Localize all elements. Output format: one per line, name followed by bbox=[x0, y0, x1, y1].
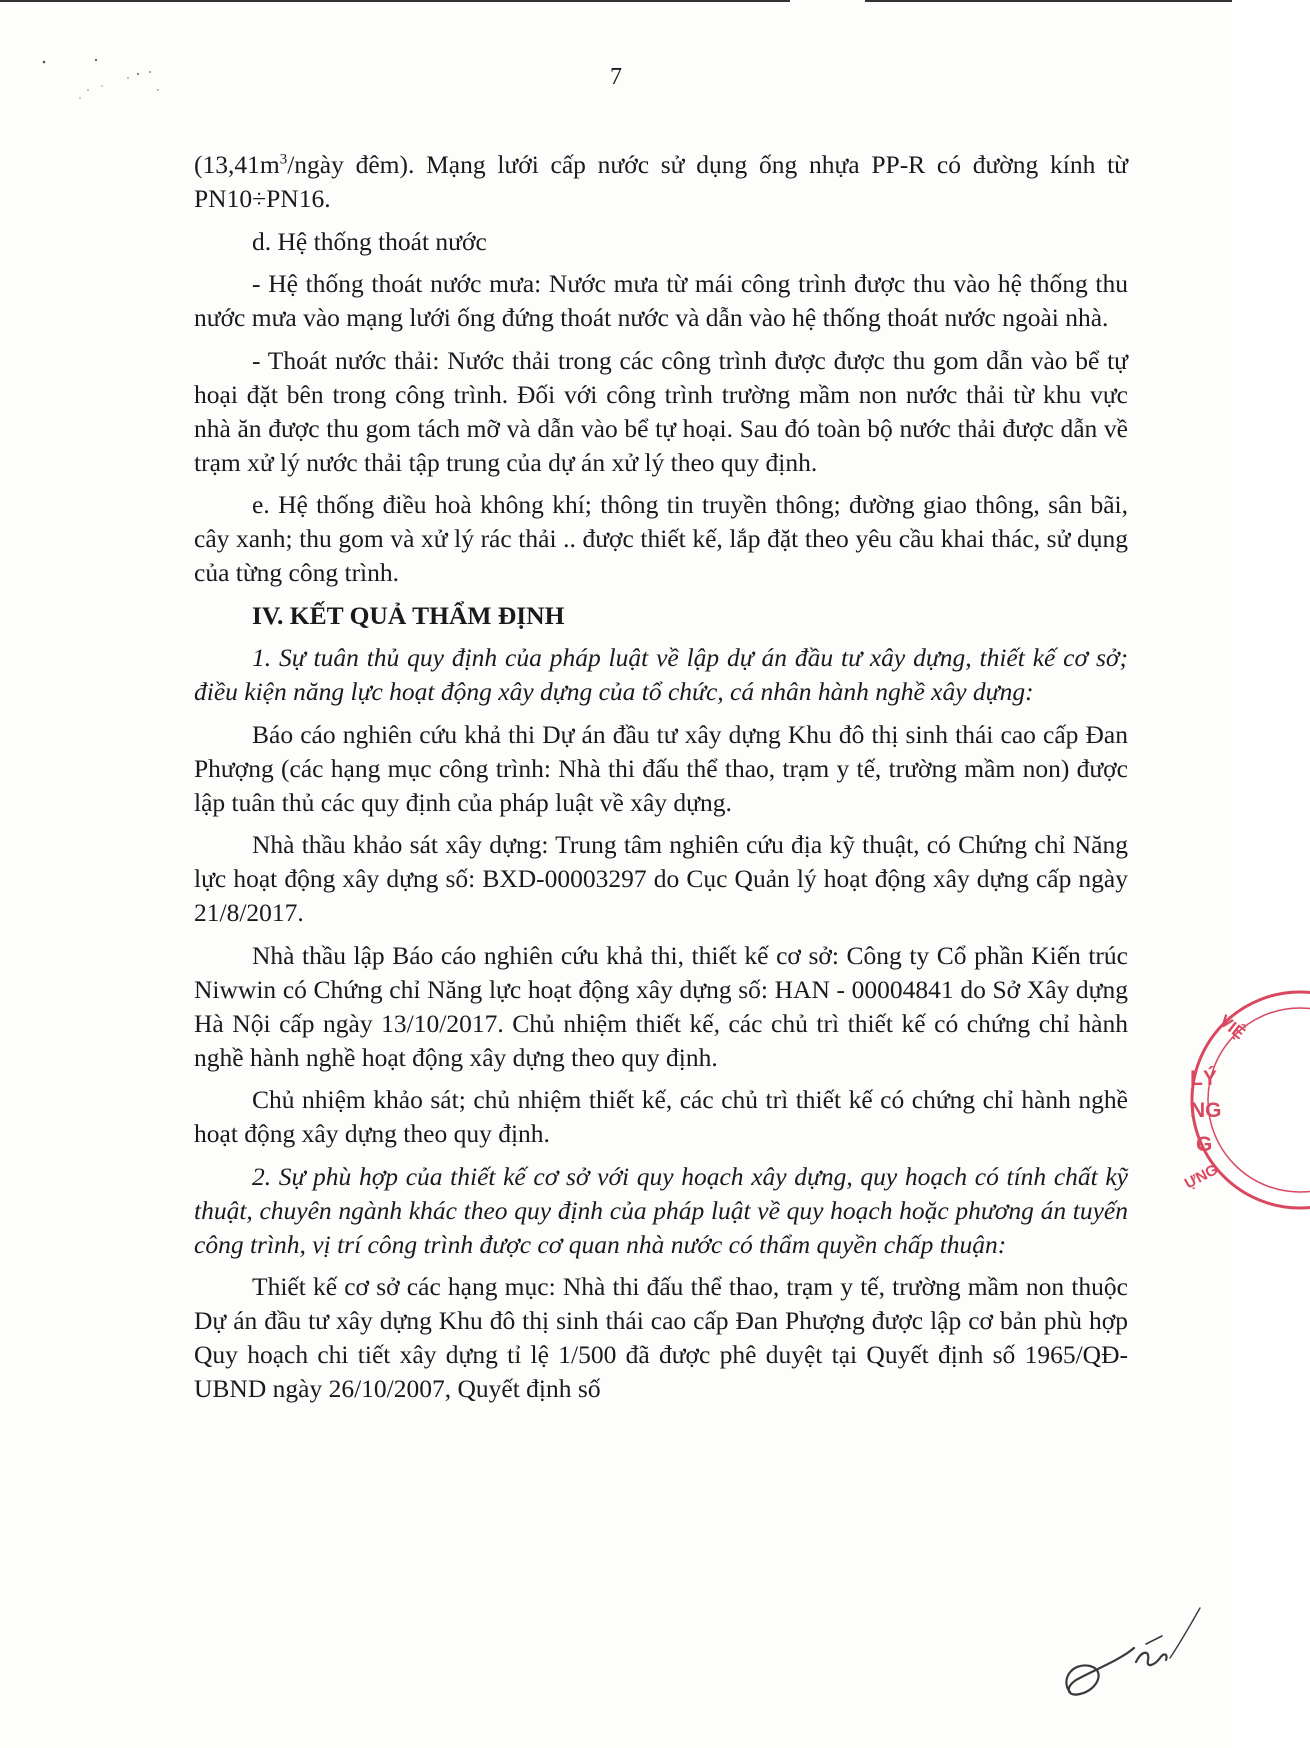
signature-stroke bbox=[1170, 1608, 1200, 1658]
stamp-text-fragment: VIỆ bbox=[1215, 1011, 1249, 1044]
stamp-text-fragment: ỰNG bbox=[1181, 1161, 1221, 1193]
subheading-planning-conformity: 2. Sự phù hợp của thiết kế cơ sở với quy hoạch xây dựng, quy hoạch có tính chất kỹ thuật, chuyên ngành khác theo quy định của pháp luật về quy hoạch hoặc phương án tuyến công trình, vị trí công trình được cơ quan nhà nước có thẩm quyền chấp thuận: bbox=[194, 1161, 1128, 1259]
paragraph-feasibility-report: Báo cáo nghiên cứu khả thi Dự án đầu tư xây dựng Khu đô thị sinh thái cao cấp Đan Phượng (các hạng mục công trình: Nhà thi đấu thể thao, trạm y tế, trường mầm non) được lập tuân thủ các quy định của pháp luật về xây dựng. bbox=[194, 719, 1128, 817]
paragraph-survey-contractor: Nhà thầu khảo sát xây dựng: Trung tâm nghiên cứu địa kỹ thuật, có Chứng chỉ Năng lực hoạt động xây dựng số: BXD-00003297 do Cục Quản lý hoạt động xây dựng cấp ngày 21/8/2017. bbox=[194, 830, 1128, 927]
handwritten-signature bbox=[1050, 1600, 1210, 1710]
scan-edge-line-left bbox=[0, 0, 790, 2]
signature-stroke bbox=[1146, 1636, 1162, 1644]
text-flow-rate: (13,41m bbox=[194, 150, 280, 179]
scan-edge-line-right bbox=[865, 0, 1232, 2]
subheading-legal-compliance: 1. Sự tuân thủ quy định của pháp luật về lập dự án đầu tư xây dựng, thiết kế cơ sở; điều kiện năng lực hoạt động xây dựng của tổ chức, cá nhân hành nghề xây dựng: bbox=[194, 643, 1128, 706]
section-heading-appraisal-results: IV. KẾT QUẢ THẨM ĐỊNH bbox=[252, 600, 565, 630]
stamp-text-fragment: G bbox=[1196, 1133, 1213, 1156]
paragraph-drainage-title: d. Hệ thống thoát nước bbox=[252, 226, 487, 256]
paragraph-chief-engineers: Chủ nhiệm khảo sát; chủ nhiệm thiết kế, các chủ trì thiết kế có chứng chỉ hành nghề hoạt động xây dựng theo quy định. bbox=[194, 1085, 1128, 1148]
stamp-outer-ring bbox=[1192, 992, 1310, 1208]
stamp-text-fragment: NG bbox=[1190, 1099, 1222, 1122]
text-pipe-spec: /ngày đêm). Mạng lưới cấp nước sử dụng ống nhựa PP-R có đường kính từ PN10÷PN16. bbox=[194, 150, 1128, 213]
paragraph-design-contractor: Nhà thầu lập Báo cáo nghiên cứu khả thi, thiết kế cơ sở: Công ty Cổ phần Kiến trúc Niwwin có Chứng chỉ Năng lực hoạt động xây dựng số: HAN - 00004841 do Sở Xây dựng Hà Nội cấp ngày 13/10/2017. Chủ nhiệm thiết kế, các chủ trì thiết kế có chứng chỉ hành nghề hành nghề hoạt động xây dựng theo quy định. bbox=[194, 940, 1128, 1072]
stamp-inner-ring bbox=[1208, 1008, 1310, 1192]
signature-stroke bbox=[1136, 1653, 1167, 1665]
superscript-cubic: 3 bbox=[279, 151, 288, 168]
paragraph-basic-design-conformity: Thiết kế cơ sở các hạng mục: Nhà thi đấu thể thao, trạm y tế, trường mầm non thuộc Dự án đầu tư xây dựng Khu đô thị sinh thái cao cấp Đan Phượng được lập cơ bản phù hợp Quy hoạch chi tiết xây dựng tỉ lệ 1/500 đã được phê duyệt tại Quyết định số 1965/QĐ-UBND ngày 26/10/2007, Quyết định số bbox=[194, 1272, 1128, 1403]
stamp-text-fragment: LÝ bbox=[1190, 1067, 1217, 1090]
official-seal-stamp bbox=[1170, 985, 1310, 1215]
paragraph-hvac-infrastructure: e. Hệ thống điều hoà không khí; thông tin truyền thông; đường giao thông, sân bãi, cây xanh; thu gom và xử lý rác thải .. được thiết kế, lắp đặt theo yêu cầu khai thác, sử dụng của từng công trình. bbox=[194, 490, 1128, 587]
paragraph-water-supply-end bbox=[194, 148, 1128, 216]
paragraph-wastewater: - Thoát nước thải: Nước thải trong các công trình được được thu gom dẫn vào bể tự hoại đặt bên trong công trình. Đối với công trình trường mầm non nước thải từ khu vực nhà ăn được thu gom tách mỡ và dẫn vào bể tự hoại. Sau đó toàn bộ nước thải được dẫn về trạm xử lý nước thải tập trung của dự án xử lý theo quy định. bbox=[194, 345, 1128, 477]
page-number: 7 bbox=[610, 64, 622, 90]
signature-stroke bbox=[1066, 1648, 1134, 1695]
document-body bbox=[194, 148, 1128, 1415]
paragraph-rain-drainage: - Hệ thống thoát nước mưa: Nước mưa từ mái công trình được thu vào hệ thống thu nước mưa vào mạng lưới ống đứng thoát nước và dẫn vào hệ thống thoát nước ngoài nhà. bbox=[194, 269, 1128, 332]
